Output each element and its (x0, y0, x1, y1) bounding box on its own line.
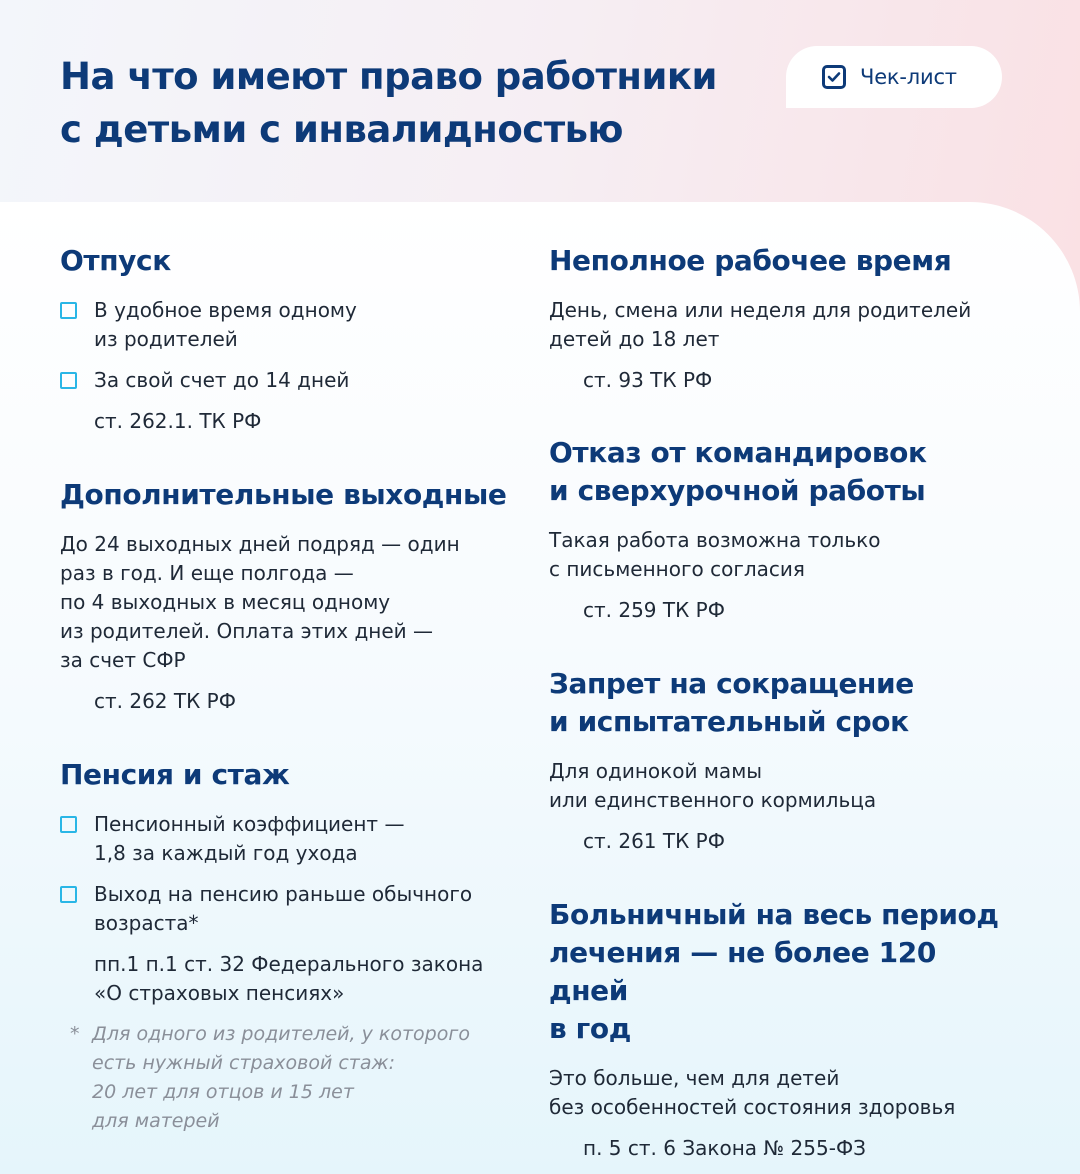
heading-line: лечения — не более 120 дней (549, 936, 936, 1007)
checklist-item (60, 366, 520, 395)
checkbox-icon (60, 886, 77, 903)
text-line: из родителей. Оплата этих дней — (60, 619, 434, 643)
checklist-badge-label: Чек-лист (860, 65, 957, 89)
section-pension (60, 756, 520, 1136)
checklist-item-line: 1,8 за каждый год ухода (94, 841, 358, 865)
checklist-badge (786, 46, 1002, 108)
law-reference: ст. 93 ТК РФ (583, 368, 713, 392)
checklist-item-line: Пенсионный коэффициент — (94, 812, 405, 836)
heading-line: и испытательный срок (549, 705, 909, 738)
footnote-asterisk: * (70, 1023, 80, 1045)
text-line: за счет СФР (60, 648, 186, 672)
page-title (60, 50, 717, 156)
section-ban (549, 665, 1019, 856)
page-title-line-1: На что имеют право работники (60, 55, 717, 98)
section-days-off (60, 476, 520, 716)
text-line: по 4 выходных в месяц одному (60, 590, 391, 614)
text-line: Для одного из родителей, у которого (92, 1023, 470, 1045)
checklist-item-line: возраста* (94, 911, 199, 935)
text-line: детей до 18 лет (549, 327, 720, 351)
section-refusal (549, 434, 1019, 625)
law-reference: ст. 262.1. ТК РФ (94, 409, 262, 433)
section-heading: Пенсия и стаж (60, 758, 290, 791)
checklist-item (60, 296, 520, 354)
heading-line: и сверхурочной работы (549, 474, 926, 507)
checklist-item-line: Выход на пенсию раньше обычного (94, 882, 473, 906)
text-line: 20 лет для отцов и 15 лет (92, 1081, 354, 1103)
footnote (60, 1020, 520, 1136)
text-line: пп.1 п.1 ст. 32 Федерального закона (94, 952, 484, 976)
checklist-item-line: из родителей (94, 327, 238, 351)
heading-line: Больничный на весь период (549, 898, 999, 931)
content-card (0, 202, 1080, 1174)
text-line: без особенностей состояния здоровья (549, 1095, 956, 1119)
section-sick-leave (549, 896, 1019, 1163)
section-part-time (549, 242, 1019, 395)
section-text (549, 296, 1019, 354)
checklist-item-line: В удобное время одному (94, 298, 357, 322)
checklist-item-line: За свой счет до 14 дней (94, 368, 350, 392)
checklist-item (60, 810, 520, 868)
law-reference: п. 5 ст. 6 Закона № 255-ФЗ (583, 1136, 866, 1160)
checkbox-icon (60, 302, 77, 319)
law-reference (60, 950, 520, 1008)
text-line: «О страховых пенсиях» (94, 981, 345, 1005)
checkbox-icon (60, 816, 77, 833)
section-heading (549, 434, 1019, 510)
text-line: Это больше, чем для детей (549, 1066, 840, 1090)
checkbox-icon (60, 372, 77, 389)
section-heading: Отпуск (60, 244, 171, 277)
text-line: для матерей (92, 1110, 220, 1132)
section-heading: Дополнительные выходные (60, 478, 507, 511)
text-line: До 24 выходных дней подряд — один (60, 532, 460, 556)
law-reference: ст. 261 ТК РФ (583, 829, 725, 853)
text-line: Такая работа возможна только (549, 528, 881, 552)
section-text (549, 1064, 1019, 1122)
section-text (549, 526, 1019, 584)
checklist-item (60, 880, 520, 938)
section-heading (549, 665, 1019, 741)
text-line: Для одинокой мамы (549, 759, 763, 783)
heading-line: Запрет на сокращение (549, 667, 914, 700)
page-title-line-2: с детьми с инвалидностью (60, 108, 623, 151)
text-line: или единственного кормильца (549, 788, 877, 812)
text-line: раз в год. И еще полгода — (60, 561, 354, 585)
text-line: есть нужный страховой стаж: (92, 1052, 396, 1074)
section-heading (549, 896, 1019, 1048)
text-line: День, смена или неделя для родителей (549, 298, 972, 322)
checkbox-check-icon (822, 65, 846, 89)
law-reference: ст. 262 ТК РФ (94, 689, 236, 713)
heading-line: Отказ от командировок (549, 436, 927, 469)
section-vacation (60, 242, 520, 436)
section-text (549, 757, 1019, 815)
law-reference: ст. 259 ТК РФ (583, 598, 725, 622)
text-line: с письменного согласия (549, 557, 805, 581)
heading-line: в год (549, 1012, 631, 1045)
section-text (60, 530, 520, 675)
section-heading: Неполное рабочее время (549, 244, 952, 277)
